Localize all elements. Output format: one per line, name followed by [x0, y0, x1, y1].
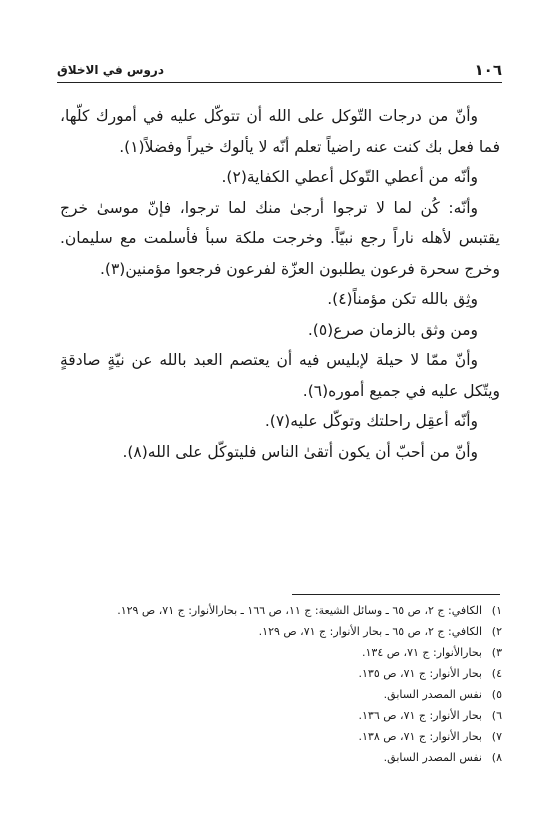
paragraph-4: وثِق بالله تكن مؤمناً(٤).: [327, 290, 478, 308]
footnote-number: ١): [491, 604, 502, 617]
footnote-number: ٢): [491, 625, 502, 638]
paragraph-3: وأنّه: كُن لما لا ترجوا أرجىٰ منك لما ترجوا، فإنّ موسىٰ خرج يقتبس لأهله ناراً رجع نبيّاً. وخرجت ملكة سبأ فأسلمت مع سليمان. وخرج سحرة فرعون يطلبون العزّة لفرعون فرجعوا مؤمنين(٣).: [60, 198, 500, 278]
running-header: [57, 60, 502, 83]
footnote-separator: [292, 594, 500, 595]
footnote-item: [60, 663, 502, 684]
footnote-text: بحارالأنوار: ج ٧١، ص ١٣٤.: [362, 646, 482, 659]
footnote-number: ٤): [491, 667, 502, 680]
page-number: ١٠٦: [474, 61, 502, 79]
paragraph-2: وأنّه من أعطي التّوكل أعطي الكفاية(٢).: [221, 168, 478, 186]
footnote-text: بحار الأنوار: ج ٧١، ص ١٣٥.: [358, 667, 482, 680]
footnote-text: بحار الأنوار: ج ٧١، ص ١٣٨.: [358, 730, 482, 743]
paragraph-5: ومن وثق بالزمان صرع(٥).: [307, 320, 478, 339]
footnote-item: [60, 684, 502, 705]
footnote-text: الكافي: ج ٢، ص ٦٥ ـ بحار الأنوار: ج ٧١، ص ١٢٩.: [258, 625, 482, 638]
footnote-number: ٦): [491, 709, 502, 722]
footnote-item: [60, 747, 502, 768]
footnote-item: [60, 621, 502, 642]
footnote-text: بحار الأنوار: ج ٧١، ص ١٣٦.: [358, 709, 482, 722]
book-title: دروس في الاخلاق: [57, 63, 164, 77]
footnote-number: ٧): [491, 730, 502, 743]
footnote-number: ٥): [491, 688, 502, 701]
footnote-text: الكافي: ج ٢، ص ٦٥ ـ وسائل الشيعة: ج ١١، ص ١٦٦ ـ بحارالأنوار: ج ٧١، ص ١٢٩.: [117, 604, 482, 617]
footnote-number: ٨): [491, 751, 502, 764]
main-text: [60, 101, 500, 467]
footnote-item: [60, 726, 502, 747]
paragraph-8: وأنّ من أحبّ أن يكون أتقىٰ الناس فليتوكّل على الله(٨).: [122, 442, 478, 461]
footnote-text: نفس المصدر السابق.: [383, 688, 482, 701]
footnote-item: [60, 705, 502, 726]
paragraph-7: وأنّه أعقِل راحلتك وتوكّل عليه(٧).: [264, 412, 478, 430]
footnote-item: [60, 600, 502, 621]
footnote-item: [60, 642, 502, 663]
paragraph-6: وأنّ ممّا لا حيلة لإبليس فيه أن يعتصم العبد بالله عن نيّةٍ صادقةٍ ويتّكل عليه في جميع أموره(٦).: [60, 351, 500, 400]
footnote-text: نفس المصدر السابق.: [383, 751, 482, 764]
footnotes-list: [60, 600, 502, 768]
footnote-number: ٣): [491, 646, 502, 659]
paragraph-1: وأنّ من درجات التّوكل على الله أن تتوكّل عليه في أمورك كلّها، فما فعل بك كنت عنه راضياً تعلم أنّه لا يألوك خيراً وفضلاً(١).: [60, 107, 500, 156]
